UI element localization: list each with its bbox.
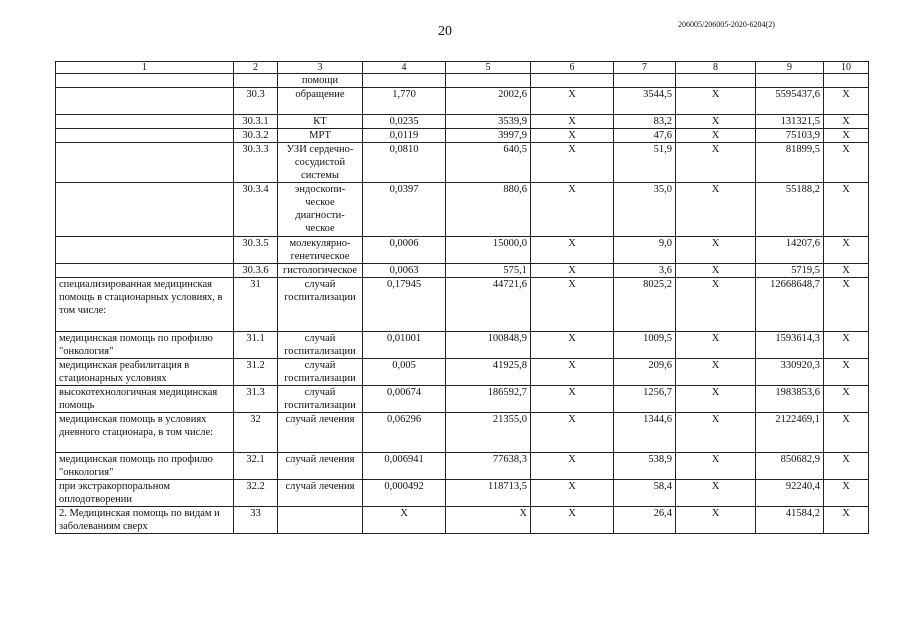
table-cell-c9: 5595437,6 [756,88,824,115]
table-cell-c6: X [531,183,614,237]
table-cell-c9: 92240,4 [756,480,824,507]
table-cell-c4: 0,0397 [363,183,446,237]
column-header: 9 [756,62,824,74]
table-row [56,74,869,88]
table-cell-c4: 0,0810 [363,143,446,183]
table-cell-c3: случай лечения [278,453,363,480]
table-cell-c6: X [531,386,614,413]
table-cell-c5: 77638,3 [446,453,531,480]
table-cell-c4: 0,005 [363,359,446,386]
table-cell-c5: 640,5 [446,143,531,183]
table-cell-c4: 0,0119 [363,129,446,143]
table-cell-c5 [446,74,531,88]
table-cell-c9: 14207,6 [756,237,824,264]
table-cell-c9: 41584,2 [756,507,824,534]
table-cell-c9: 75103,9 [756,129,824,143]
table-cell-c4: 0,0006 [363,237,446,264]
table-row [56,386,869,413]
table-cell-c7: 1344,6 [614,413,676,453]
table-cell-c3: случай госпитализации [278,332,363,359]
table-cell-c2: 30.3.2 [234,129,278,143]
table-cell-c7: 209,6 [614,359,676,386]
table-cell-c6: X [531,453,614,480]
table-cell-c4: 0,06296 [363,413,446,453]
table-cell-c8: X [676,264,756,278]
table-cell-c2: 30.3.4 [234,183,278,237]
table-cell-c8: X [676,143,756,183]
table-cell-c5: 186592,7 [446,386,531,413]
table-cell-c1: высокотехнологичная медицинская помощь [56,386,234,413]
table-cell-c10: X [824,264,869,278]
table-row [56,413,869,453]
table-cell-c6: X [531,143,614,183]
table-cell-c1 [56,264,234,278]
table-cell-c7: 1009,5 [614,332,676,359]
table-cell-c7: 26,4 [614,507,676,534]
table-cell-c7: 3544,5 [614,88,676,115]
document-id: 206005/206005-2020-6204(2) [678,20,775,29]
table-cell-c1: медицинская помощь по профилю "онкология" [56,453,234,480]
table-cell-c2: 30.3.5 [234,237,278,264]
table-cell-c1 [56,143,234,183]
table-cell-c5: 44721,6 [446,278,531,332]
table-row [56,507,869,534]
column-header: 6 [531,62,614,74]
table-cell-c7: 51,9 [614,143,676,183]
table-row [56,183,869,237]
table-cell-c10: X [824,332,869,359]
table-cell-c10: X [824,183,869,237]
column-header: 4 [363,62,446,74]
table-cell-c6: X [531,507,614,534]
table-cell-c2: 33 [234,507,278,534]
table-cell-c3: случай госпитализации [278,359,363,386]
table-cell-c9: 1983853,6 [756,386,824,413]
table-cell-c2: 30.3.1 [234,115,278,129]
table-cell-c10: X [824,359,869,386]
table-cell-c5: 3539,9 [446,115,531,129]
table-cell-c6 [531,74,614,88]
table-cell-c2: 30.3 [234,88,278,115]
table-cell-c8: X [676,332,756,359]
table-cell-c2: 31.2 [234,359,278,386]
table-cell-c3: молекулярно-генетическое [278,237,363,264]
table-cell-c1: при экстракорпоральном оплодотворении [56,480,234,507]
table-cell-c7: 9,0 [614,237,676,264]
table-cell-c3: случай лечения [278,413,363,453]
table-cell-c2: 31.1 [234,332,278,359]
table-cell-c8: X [676,129,756,143]
table-cell-c8: X [676,386,756,413]
table-cell-c7: 1256,7 [614,386,676,413]
table-cell-c9: 5719,5 [756,264,824,278]
table-cell-c1 [56,237,234,264]
table-cell-c9: 850682,9 [756,453,824,480]
table-cell-c10: X [824,88,869,115]
table-cell-c10: X [824,129,869,143]
column-header: 1 [56,62,234,74]
table-row [56,359,869,386]
table-cell-c6: X [531,332,614,359]
table-cell-c9: 330920,3 [756,359,824,386]
table-cell-c10: X [824,507,869,534]
column-header: 5 [446,62,531,74]
table-cell-c4: 0,01001 [363,332,446,359]
table-cell-c1 [56,88,234,115]
table-cell-c6: X [531,413,614,453]
table-cell-c1: специализированная медицинская помощь в стационарных условиях, в том числе: [56,278,234,332]
table-cell-c6: X [531,129,614,143]
table-cell-c7: 35,0 [614,183,676,237]
table-cell-c3: УЗИ сердечно-сосудистой системы [278,143,363,183]
table-cell-c7: 58,4 [614,480,676,507]
table-cell-c6: X [531,237,614,264]
table-cell-c8: X [676,115,756,129]
table-row [56,453,869,480]
table-cell-c3: случай лечения [278,480,363,507]
table-cell-c9: 55188,2 [756,183,824,237]
table-cell-c8: X [676,183,756,237]
table-cell-c4: 1,770 [363,88,446,115]
table-cell-c4: 0,0235 [363,115,446,129]
table-cell-c1 [56,115,234,129]
table-cell-c10: X [824,278,869,332]
table-row [56,237,869,264]
table-cell-c6: X [531,278,614,332]
table-cell-c3: КТ [278,115,363,129]
table-cell-c9 [756,74,824,88]
table-cell-c4: 0,000492 [363,480,446,507]
table-cell-c3: случай госпитализации [278,386,363,413]
table-cell-c2: 31 [234,278,278,332]
column-header-row [56,62,869,74]
table-cell-c8: X [676,359,756,386]
table-cell-c3: помощи [278,74,363,88]
table-cell-c1 [56,183,234,237]
table-cell-c8: X [676,507,756,534]
table-cell-c10: X [824,143,869,183]
table-cell-c5: 880,6 [446,183,531,237]
table-cell-c10: X [824,453,869,480]
table-cell-c8: X [676,480,756,507]
table-row [56,143,869,183]
table-cell-c2: 32.1 [234,453,278,480]
table-row [56,88,869,115]
page-number: 20 [438,24,452,39]
table-cell-c6: X [531,480,614,507]
column-header: 10 [824,62,869,74]
table-cell-c3: случай госпитализации [278,278,363,332]
table-cell-c10: X [824,413,869,453]
table-cell-c8: X [676,413,756,453]
table-row [56,278,869,332]
table-cell-c5: X [446,507,531,534]
table-cell-c10: X [824,115,869,129]
table-cell-c1 [56,129,234,143]
data-table [55,61,869,534]
table-cell-c5: 575,1 [446,264,531,278]
table-cell-c2 [234,74,278,88]
table-cell-c9: 12668648,7 [756,278,824,332]
table-cell-c4 [363,74,446,88]
table-cell-c2: 32.2 [234,480,278,507]
table-cell-c7: 47,6 [614,129,676,143]
column-header: 2 [234,62,278,74]
table-cell-c3: обращение [278,88,363,115]
table-cell-c8: X [676,278,756,332]
table-cell-c7: 538,9 [614,453,676,480]
table-cell-c5: 2002,6 [446,88,531,115]
table-cell-c5: 41925,8 [446,359,531,386]
table-cell-c4: 0,0063 [363,264,446,278]
table-row [56,332,869,359]
table-cell-c5: 21355,0 [446,413,531,453]
table-cell-c6: X [531,115,614,129]
table-cell-c6: X [531,88,614,115]
table-cell-c8: X [676,88,756,115]
table-cell-c10: X [824,480,869,507]
table-cell-c3 [278,507,363,534]
table-cell-c9: 131321,5 [756,115,824,129]
table-cell-c6: X [531,264,614,278]
table-cell-c2: 32 [234,413,278,453]
table-cell-c5: 118713,5 [446,480,531,507]
table-row [56,480,869,507]
table-cell-c2: 31.3 [234,386,278,413]
table-cell-c4: 0,006941 [363,453,446,480]
table-cell-c5: 3997,9 [446,129,531,143]
table-cell-c9: 81899,5 [756,143,824,183]
table-cell-c8: X [676,453,756,480]
table-cell-c4: 0,00674 [363,386,446,413]
table-cell-c8 [676,74,756,88]
column-header: 8 [676,62,756,74]
table-cell-c1 [56,74,234,88]
table-cell-c10: X [824,237,869,264]
table-cell-c1: медицинская помощь в условиях дневного стационара, в том числе: [56,413,234,453]
table-cell-c6: X [531,359,614,386]
table-cell-c7 [614,74,676,88]
table-cell-c9: 1593614,3 [756,332,824,359]
table-cell-c7: 8025,2 [614,278,676,332]
table-row [56,115,869,129]
table-row [56,264,869,278]
column-header: 3 [278,62,363,74]
table-cell-c1: медицинская помощь по профилю "онкология" [56,332,234,359]
table-cell-c1: медицинская реабилитация в стационарных условиях [56,359,234,386]
table-row [56,129,869,143]
table-cell-c9: 2122469,1 [756,413,824,453]
table-cell-c1: 2. Медицинская помощь по видам и заболеваниям сверх [56,507,234,534]
table-cell-c7: 3,6 [614,264,676,278]
table-cell-c10: X [824,386,869,413]
column-header: 7 [614,62,676,74]
table-cell-c3: эндоскопи-ческое диагности-ческое [278,183,363,237]
table-cell-c3: гистологическое [278,264,363,278]
table-cell-c8: X [676,237,756,264]
table-cell-c4: X [363,507,446,534]
table-cell-c4: 0,17945 [363,278,446,332]
table-cell-c2: 30.3.6 [234,264,278,278]
table-cell-c5: 15000,0 [446,237,531,264]
table-cell-c2: 30.3.3 [234,143,278,183]
table-cell-c10 [824,74,869,88]
table-cell-c3: МРТ [278,129,363,143]
table-cell-c7: 83,2 [614,115,676,129]
table-cell-c5: 100848,9 [446,332,531,359]
